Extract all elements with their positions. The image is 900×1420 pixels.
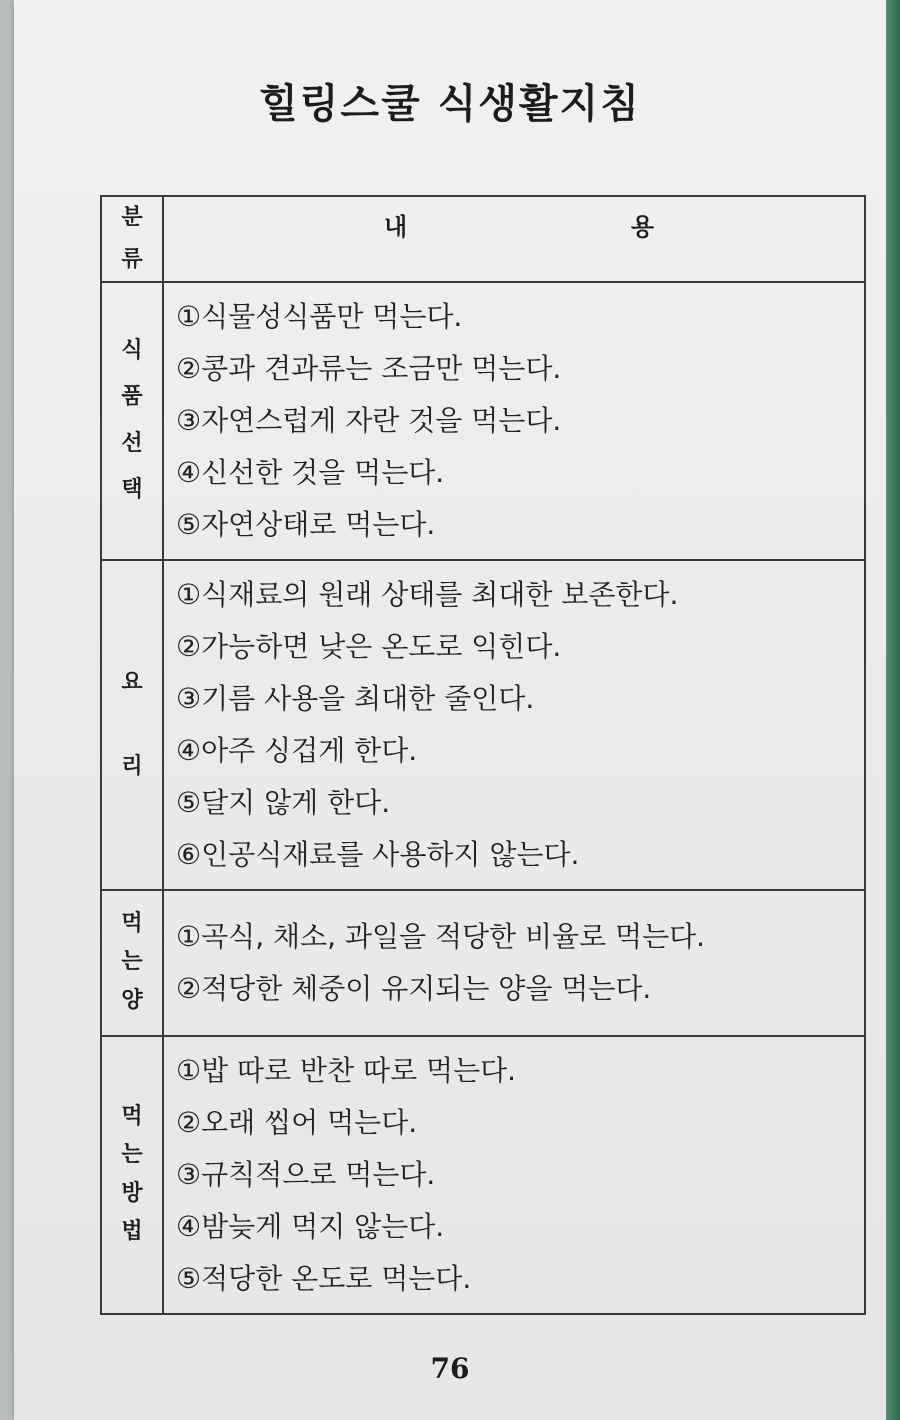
page-number: 76	[430, 1352, 470, 1385]
table-header-row	[101, 196, 865, 282]
table-row	[101, 282, 865, 560]
book-spine-edge	[886, 0, 900, 1420]
table-row	[101, 890, 865, 1036]
list-item: ③규칙적으로 먹는다.	[176, 1157, 436, 1191]
list-item: ①식물성식품만 먹는다.	[176, 299, 463, 333]
list-item: ③자연스럽게 자란 것을 먹는다.	[176, 403, 562, 437]
items-cell	[163, 560, 865, 890]
list-item: ②콩과 견과류는 조금만 먹는다.	[176, 351, 562, 385]
list-item: ②적당한 체중이 유지되는 양을 먹는다.	[176, 971, 652, 1005]
book-page	[14, 0, 886, 1420]
header-content-cell	[163, 196, 865, 282]
list-item: ③기름 사용을 최대한 줄인다.	[176, 681, 535, 715]
table-row	[101, 1036, 865, 1314]
header-content-label-right: 용	[630, 213, 654, 241]
items-cell	[163, 890, 865, 1036]
header-category-cell	[101, 196, 163, 282]
category-label: 먹는양	[121, 910, 143, 1013]
category-label: 식품선택	[121, 338, 143, 502]
table-row	[101, 560, 865, 890]
category-cell	[101, 560, 163, 890]
list-item: ①곡식, 채소, 과일을 적당한 비율로 먹는다.	[176, 919, 706, 953]
category-cell	[101, 890, 163, 1036]
list-item: ⑤적당한 온도로 먹는다.	[176, 1261, 472, 1295]
category-label: 요리	[121, 670, 143, 779]
list-item: ④아주 싱겁게 한다.	[176, 733, 418, 767]
list-item: ⑥인공식재료를 사용하지 않는다.	[176, 837, 580, 871]
list-item: ④신선한 것을 먹는다.	[176, 455, 445, 489]
header-content-label-left: 내	[384, 213, 408, 241]
list-item: ①밥 따로 반찬 따로 먹는다.	[176, 1053, 517, 1087]
list-item: ②오래 씹어 먹는다.	[176, 1105, 418, 1139]
list-item: ⑤자연상태로 먹는다.	[176, 507, 436, 541]
list-item: ④밤늦게 먹지 않는다.	[176, 1209, 445, 1243]
category-cell	[101, 1036, 163, 1314]
diet-guideline-table	[100, 195, 866, 1315]
header-category-label: 분류	[121, 205, 143, 272]
category-cell	[101, 282, 163, 560]
list-item: ⑤달지 않게 한다.	[176, 785, 391, 819]
list-item: ②가능하면 낮은 온도로 익힌다.	[176, 629, 562, 663]
list-item: ①식재료의 원래 상태를 최대한 보존한다.	[176, 577, 679, 611]
page-title: 힐링스쿨 식생활지침	[259, 81, 641, 127]
items-cell	[163, 1036, 865, 1314]
category-label: 먹는방법	[121, 1103, 143, 1245]
items-cell	[163, 282, 865, 560]
